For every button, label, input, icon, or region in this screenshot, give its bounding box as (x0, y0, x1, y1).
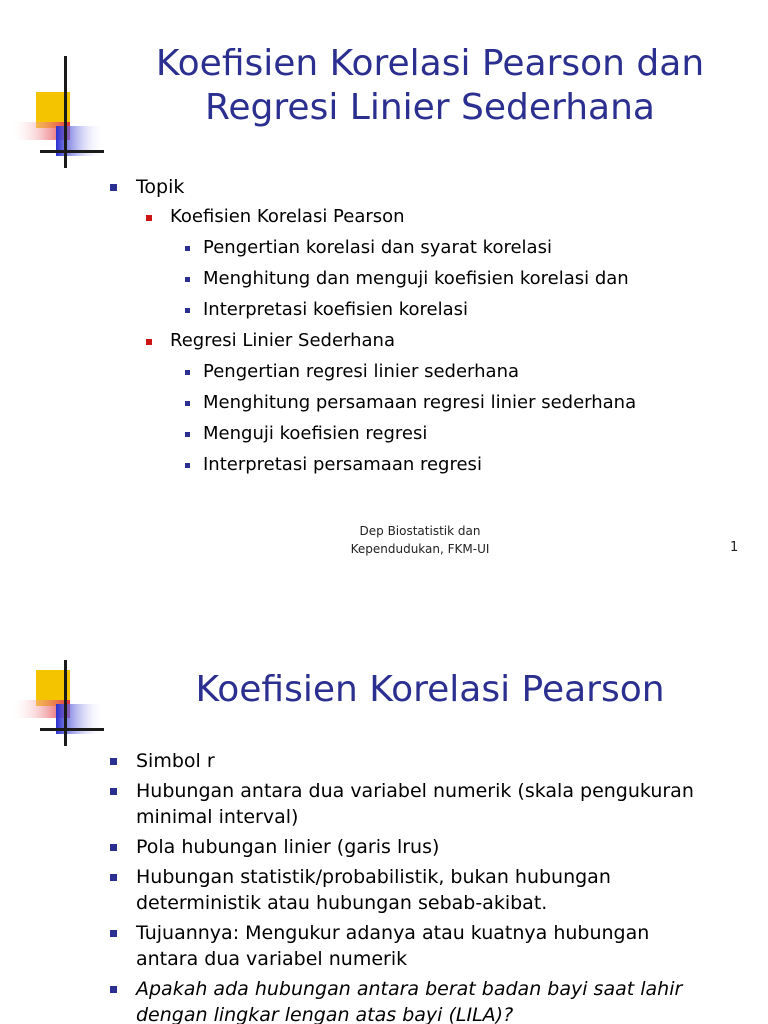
list-item: Hubungan statistik/probabilistik, bukan hubungan deterministik atau hubungan sebab-akibat. (108, 864, 708, 916)
page-number: 1 (730, 540, 739, 555)
square-bullet-icon (146, 339, 152, 345)
square-bullet-icon (185, 277, 190, 282)
footer-line-2: Kependudukan, FKM-UI (350, 542, 490, 556)
square-bullet-icon (110, 844, 117, 851)
list-item: Interpretasi koefisien korelasi (108, 297, 748, 323)
list-item: Apakah ada hubungan antara berat badan bayi saat lahir dengan lingkar lengan atas bayi (LILA)? (108, 976, 708, 1024)
slide-1-bullet-list (108, 174, 748, 483)
square-bullet-icon (110, 758, 117, 765)
list-item: Regresi Linier Sederhana (108, 328, 748, 354)
slide-2-title: Koefisien Korelasi Pearson (195, 669, 665, 710)
square-bullet-icon (185, 370, 190, 375)
square-bullet-icon (185, 308, 190, 313)
list-item: Menghitung persamaan regresi linier sederhana (108, 390, 748, 416)
list-item: Pola hubungan linier (garis lrus) (108, 834, 708, 860)
square-bullet-icon (110, 930, 117, 937)
slide-1-title (110, 42, 750, 130)
square-bullet-icon (185, 246, 190, 251)
list-item: Tujuannya: Mengukur adanya atau kuatnya hubungan antara dua variabel numerik (108, 920, 708, 972)
list-item: Pengertian korelasi dan syarat korelasi (108, 235, 748, 261)
square-bullet-icon (185, 401, 190, 406)
square-bullet-icon (110, 184, 117, 191)
list-item: Pengertian regresi linier sederhana (108, 359, 748, 385)
list-item: Interpretasi persamaan regresi (108, 452, 748, 478)
list-item: Menguji koefisien regresi (108, 421, 748, 447)
slide-2 (0, 640, 768, 1024)
square-bullet-icon (185, 432, 190, 437)
slide-2-bullet-list (108, 748, 708, 1024)
square-bullet-icon (146, 215, 152, 221)
slide-1-title-line-2: Regresi Linier Sederhana (205, 87, 655, 128)
square-bullet-icon (110, 788, 117, 795)
list-item: Simbol r (108, 748, 708, 774)
list-item: Koefisien Korelasi Pearson (108, 204, 748, 230)
footer-line-1: Dep Biostatistik dan (359, 524, 481, 538)
list-item: Topik (108, 174, 748, 200)
square-bullet-icon (110, 874, 117, 881)
square-bullet-icon (110, 986, 117, 993)
corner-logo-icon (10, 640, 110, 784)
slide-footer (330, 522, 510, 558)
square-bullet-icon (185, 463, 190, 468)
list-item: Hubungan antara dua variabel numerik (skala pengukuran minimal interval) (108, 778, 708, 830)
corner-logo-icon (10, 0, 110, 180)
slide-1-title-line-1: Koefisien Korelasi Pearson dan (155, 43, 705, 84)
list-item: Menghitung dan menguji koefisien korelasi dan (108, 266, 748, 292)
